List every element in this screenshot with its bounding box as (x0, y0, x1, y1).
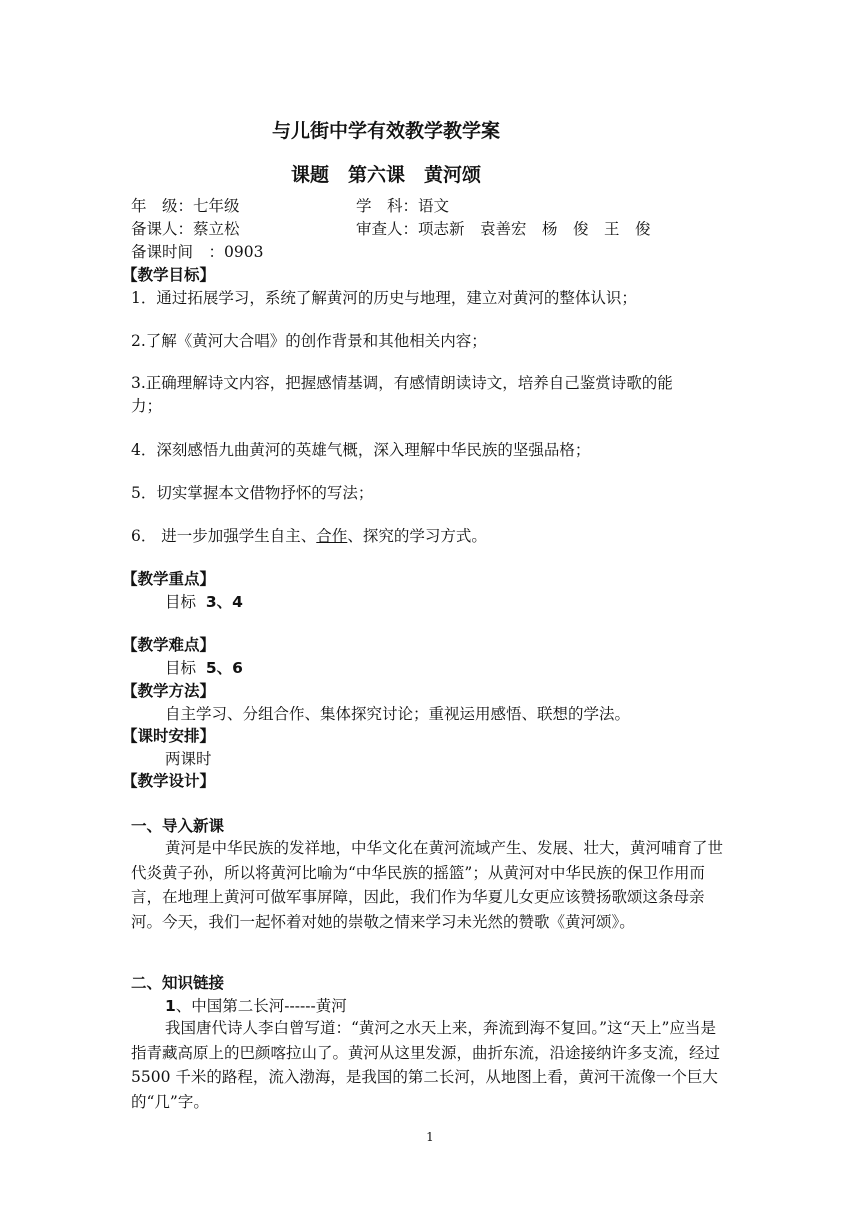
section2-paragraph: 我国唐代诗人李白曾写道：“黄河之水天上来，奔流到海不复回。”这“天上”应当是指青藏高原上的巴颜喀拉山了。黄河从这里发源，曲折东流，沿途接纳许多支流，经过 5500 千米的路程，流入渤海，是我国的第二长河，从地图上看，黄河干流像一个巨大的“几”字。 (131, 1019, 721, 1111)
section1-heading: 一、导入新课 (131, 817, 225, 835)
section2-subheading: 1、中国第二长河------黄河 (165, 997, 347, 1015)
goal-item: 1．通过拓展学习，系统了解黄河的历史与地理，建立对黄河的整体认识； (131, 289, 637, 307)
schedule-heading: 【课时安排】 (122, 727, 216, 745)
prep-time-field: 备课时间 ：0903 (131, 243, 264, 261)
methods-heading: 【教学方法】 (122, 682, 216, 700)
section2-heading: 二、知识链接 (131, 974, 225, 992)
key-points-heading: 【教学重点】 (122, 570, 216, 588)
reviewers-field: 审查人：项志新 袁善宏 杨 俊 王 俊 (356, 220, 651, 238)
lesson-title: 课题 第六课 黄河颂 (291, 164, 482, 186)
difficulties-heading: 【教学难点】 (122, 636, 216, 654)
page-number: 1 (426, 1130, 434, 1144)
subject-field: 学 科：语文 (356, 197, 450, 215)
preparer-field: 备课人：蔡立松 (131, 220, 240, 238)
difficulties-text: 目标 5、6 (165, 659, 243, 677)
cooperation-link: 合作 (316, 527, 348, 545)
goal-item: 4．深刻感悟九曲黄河的英雄气概，深入理解中华民族的坚强品格； (131, 441, 591, 459)
grade-field: 年 级：七年级 (131, 197, 240, 215)
document-title: 与儿街中学有效教学教学案 (272, 120, 501, 142)
methods-text: 自主学习、分组合作、集体探究讨论；重视运用感悟、联想的学法。 (165, 705, 631, 723)
goal-item: 3.正确理解诗文内容，把握感情基调，有感情朗读诗文，培养自己鉴赏诗歌的能 (131, 374, 673, 392)
key-points-text: 目标 3、4 (165, 593, 243, 611)
goals-heading: 【教学目标】 (122, 266, 216, 284)
design-heading: 【教学设计】 (122, 772, 216, 790)
goal-item: 力； (131, 397, 163, 415)
goal-item: 5．切实掌握本文借物抒怀的写法； (131, 484, 374, 502)
section1-paragraph: 黄河是中华民族的发祥地，中华文化在黄河流域产生、发展、壮大，黄河哺育了世代炎黄子孙，所以将黄河比喻为“中华民族的摇篮”；从黄河对中华民族的保卫作用而言，在地理上黄河可做军事屏障，因此，我们作为华夏儿女更应该赞扬歌颂这条母亲河。今天，我们一起怀着对她的崇敬之情来学习未光然的赞歌《黄河颂》。 (131, 839, 724, 931)
goal-item-6: 6． 进一步加强学生自主、合作、探究的学习方式。 (131, 527, 487, 545)
schedule-text: 两课时 (165, 750, 212, 768)
goal-item: 2.了解《黄河大合唱》的创作背景和其他相关内容； (131, 332, 487, 350)
